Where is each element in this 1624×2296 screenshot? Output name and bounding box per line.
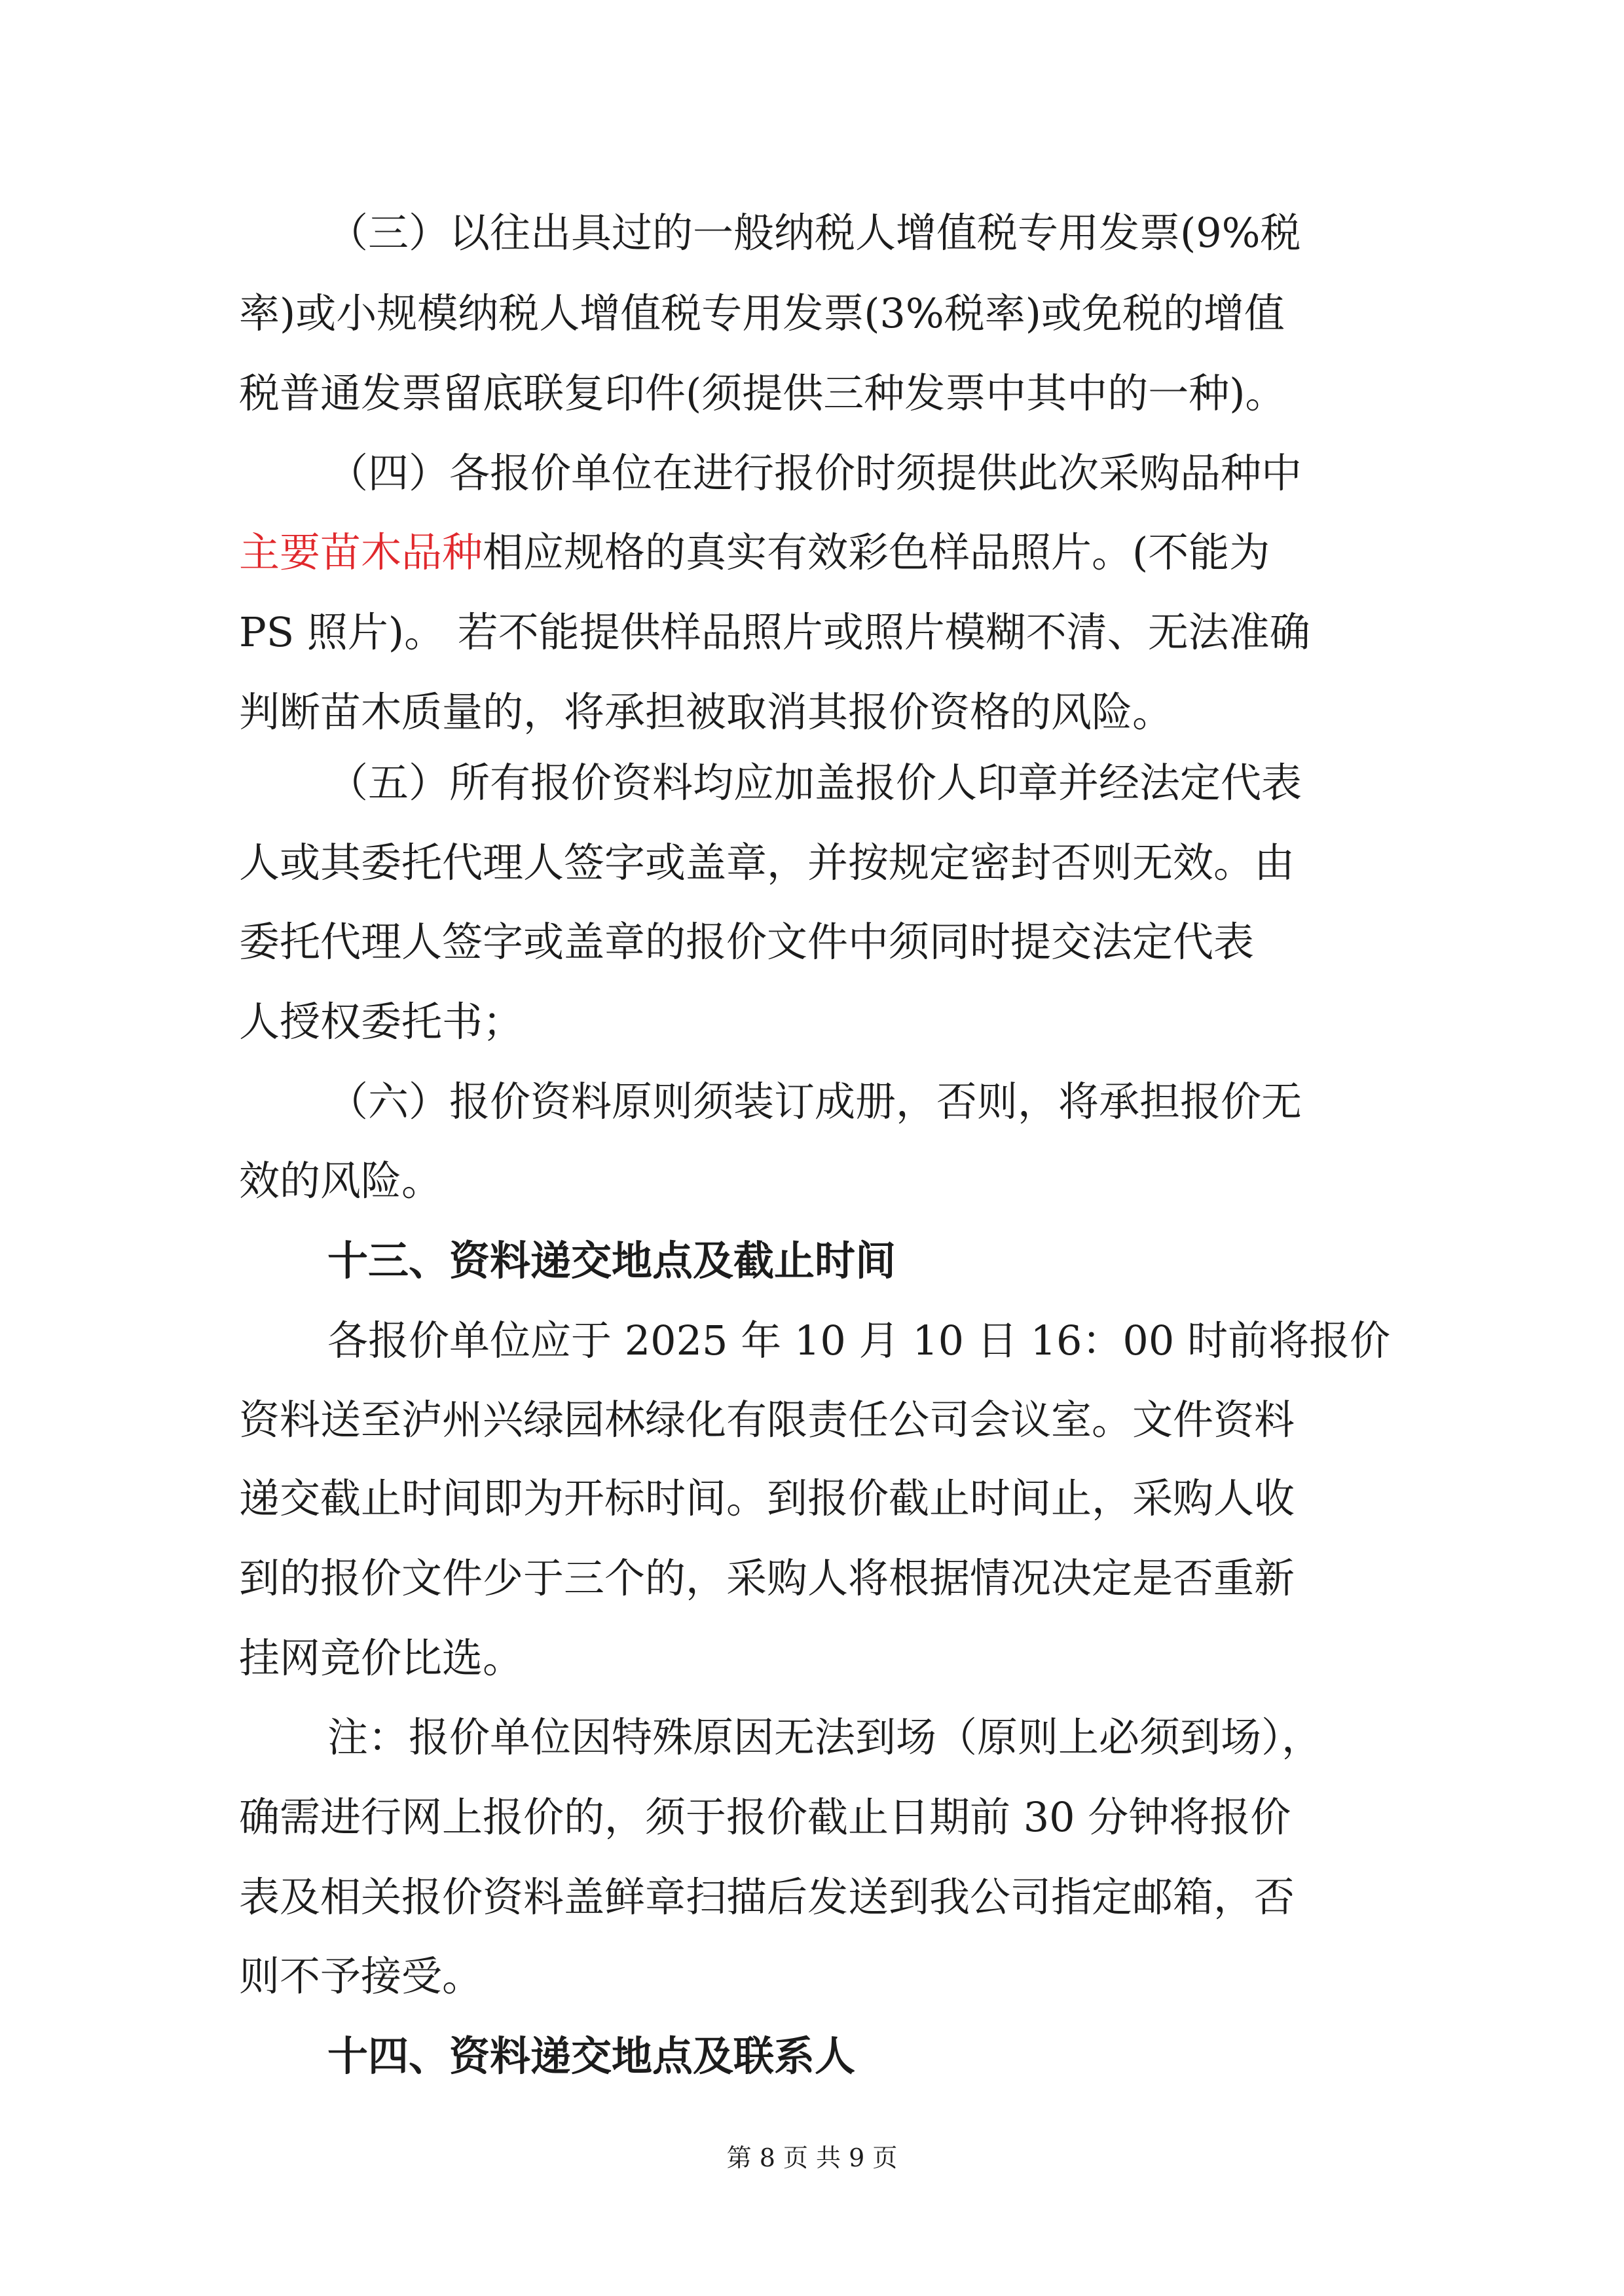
paragraph-4-line-3: PS 照片)。 若不能提供样品照片或照片模糊不清、无法准确 (239, 608, 1310, 656)
note-line-1: 注：报价单位因特殊原因无法到场（原则上必须到场）， (327, 1713, 1323, 1761)
paragraph-5-line-4: 人授权委托书； (239, 998, 524, 1046)
note-line-4: 则不予接受。 (239, 1952, 483, 2000)
paragraph-5-line-1: （五）所有报价资料均应加盖报价人印章并经法定代表 (327, 759, 1302, 807)
paragraph-7-line-2: 资料送至泸州兴绿园林绿化有限责任公司会议室。文件资料 (239, 1396, 1295, 1444)
paragraph-7-line-5: 挂网竞价比选。 (239, 1634, 524, 1682)
paragraph-4-line-2-rest: 相应规格的真实有效彩色样品照片。(不能为 (483, 528, 1270, 576)
paragraph-6-line-1: （六）报价资料原则须装订成册，否则，将承担报价无 (327, 1078, 1302, 1125)
paragraph-5-line-2: 人或其委托代理人签字或盖章，并按规定密封否则无效。由 (239, 839, 1295, 886)
paragraph-6-line-2: 效的风险。 (239, 1157, 443, 1205)
paragraph-3-line-1: （三）以往出具过的一般纳税人增值税专用发票(9%税 (327, 209, 1301, 257)
paragraph-3-line-2: 率)或小规模纳税人增值税专用发票(3%税率)或免税的增值 (239, 289, 1285, 337)
paragraph-7-line-4: 到的报价文件少于三个的，采购人将根据情况决定是否重新 (239, 1554, 1295, 1602)
paragraph-7-line-3: 递交截止时间即为开标时间。到报价截止时间止，采购人收 (239, 1474, 1295, 1522)
section-heading-13: 十三、资料递交地点及截止时间 (327, 1237, 896, 1285)
paragraph-4-line-2 (239, 528, 1270, 576)
note-line-2: 确需进行网上报价的，须于报价截止日期前 30 分钟将报价 (239, 1793, 1291, 1841)
note-line-3: 表及相关报价资料盖鲜章扫描后发送到我公司指定邮箱，否 (239, 1873, 1295, 1921)
paragraph-7-line-1: 各报价单位应于 2025 年 10 月 10 日 16：00 时前将报价 (327, 1317, 1391, 1364)
paragraph-4-line-4: 判断苗木质量的，将承担被取消其报价资格的风险。 (239, 688, 1173, 736)
page-number-footer: 第 8 页 共 9 页 (726, 2143, 898, 2172)
section-heading-14: 十四、资料递交地点及联系人 (327, 2032, 856, 2080)
highlighted-text: 主要苗木品种 (239, 528, 483, 576)
paragraph-4-line-1: （四）各报价单位在进行报价时须提供此次采购品种中 (327, 449, 1302, 497)
paragraph-3-line-3: 税普通发票留底联复印件(须提供三种发票中其中的一种)。 (239, 369, 1286, 417)
paragraph-5-line-3: 委托代理人签字或盖章的报价文件中须同时提交法定代表 (239, 918, 1255, 966)
